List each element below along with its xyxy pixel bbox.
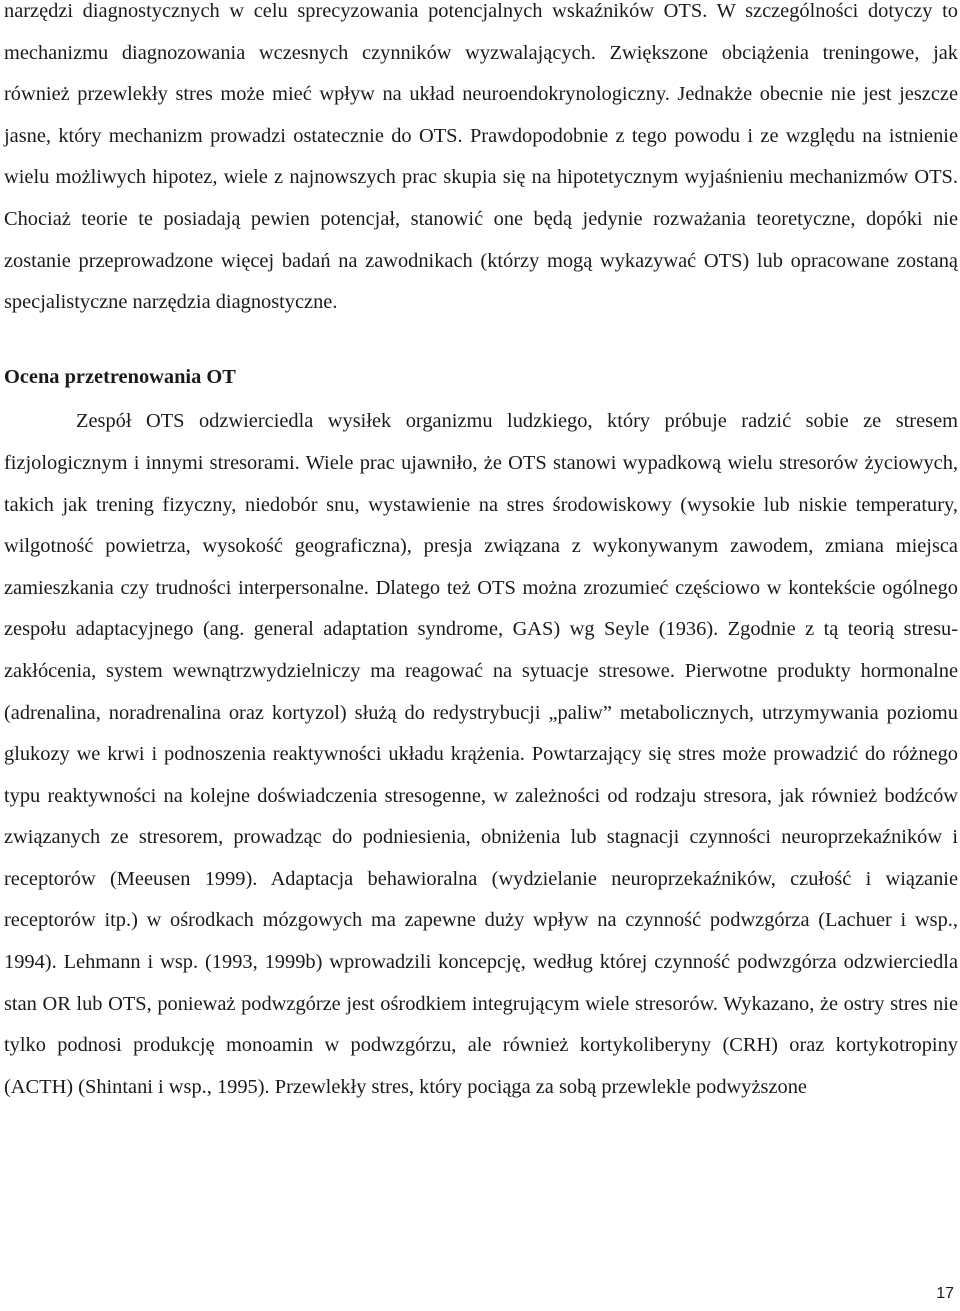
- paragraph-main: Zespół OTS odzwierciedla wysiłek organizmu ludzkiego, który próbuje radzić sobie ze stresem fizjologicznym i innymi stresorami. Wiele prac ujawniło, że OTS stanowi wypadkową wielu stresorów życiowych, takich jak trening fizyczny, niedobór snu, wystawienie na stres środowiskowy (wysokie lub niskie temperatury, wilgotność powietrza, wysokość geograficzna), presja związana z wykonywanym zawodem, zmiana miejsca zamieszkania czy trudności interpersonalne. Dlatego też OTS można zrozumieć częściowo w kontekście ogólnego zespołu adaptacyjnego (ang. general adaptation syndrome, GAS) wg Seyle (1936). Zgodnie z tą teorią stresu-zakłócenia, system wewnątrzwydzielniczy ma reagować na sytuacje stresowe. Pierwotne produkty hormonalne (adrenalina, noradrenalina oraz kortyzol) służą do redystrybucji „paliw” metabolicznych, utrzymywania poziomu glukozy we krwi i podnoszenia reaktywności układu krążenia. Powtarzający się stres może prowadzić do różnego typu reaktywności na kolejne doświadczenia stresogenne, w zależności od rodzaju stresora, jak również bodźców związanych ze stresorem, prowadząc do podniesienia, obniżenia lub stagnacji czynności neuroprzekaźników i receptorów (Meeusen 1999). Adaptacja behawioralna (wydzielanie neuroprzekaźników, czułość i wiązanie receptorów itp.) w ośrodkach mózgowych ma zapewne duży wpływ na czynność podwzgórza (Lachuer i wsp., 1994). Lehmann i wsp. (1993, 1999b) wprowadzili koncepcję, według której czynność podwzgórza odzwierciedla stan OR lub OTS, ponieważ podwzgórze jest ośrodkiem integrującym wiele stresorów. Wykazano, że ostry stres nie tylko podnosi produkcję monoamin w podwzgórzu, ale również kortykoliberyny (CRH) oraz kortykotropiny (ACTH) (Shintani i wsp., 1995). Przewlekły stres, który pociąga za sobą przewlekle podwyższone: [4, 410, 958, 1098]
- page-number: 17: [936, 1285, 954, 1302]
- paragraph-top: narzędzi diagnostycznych w celu sprecyzowania potencjalnych wskaźników OTS. W szczególności dotyczy to mechanizmu diagnozowania wczesnych czynników wyzwalających. Zwiększone obciążenia treningowe, jak również przewlekły stres może mieć wpływ na układ neuroendokrynologiczny. Jednakże obecnie nie jest jeszcze jasne, który mechanizm prowadzi ostatecznie do OTS. Prawdopodobnie z tego powodu i ze względu na istnienie wielu możliwych hipotez, wiele z najnowszych prac skupia się na hipotetycznym wyjaśnieniu mechanizmów OTS. Chociaż teorie te posiadają pewien potencjał, stanowić one będą jedynie rozważania teoretyczne, dopóki nie zostanie przeprowadzone więcej badań na zawodnikach (którzy mogą wykazywać OTS) lub opracowane zostaną specjalistyczne narzędzia diagnostyczne.: [4, 0, 958, 314]
- document-page: [4, 0, 958, 1108]
- section-heading: Ocena przetrenowania OT: [4, 365, 236, 388]
